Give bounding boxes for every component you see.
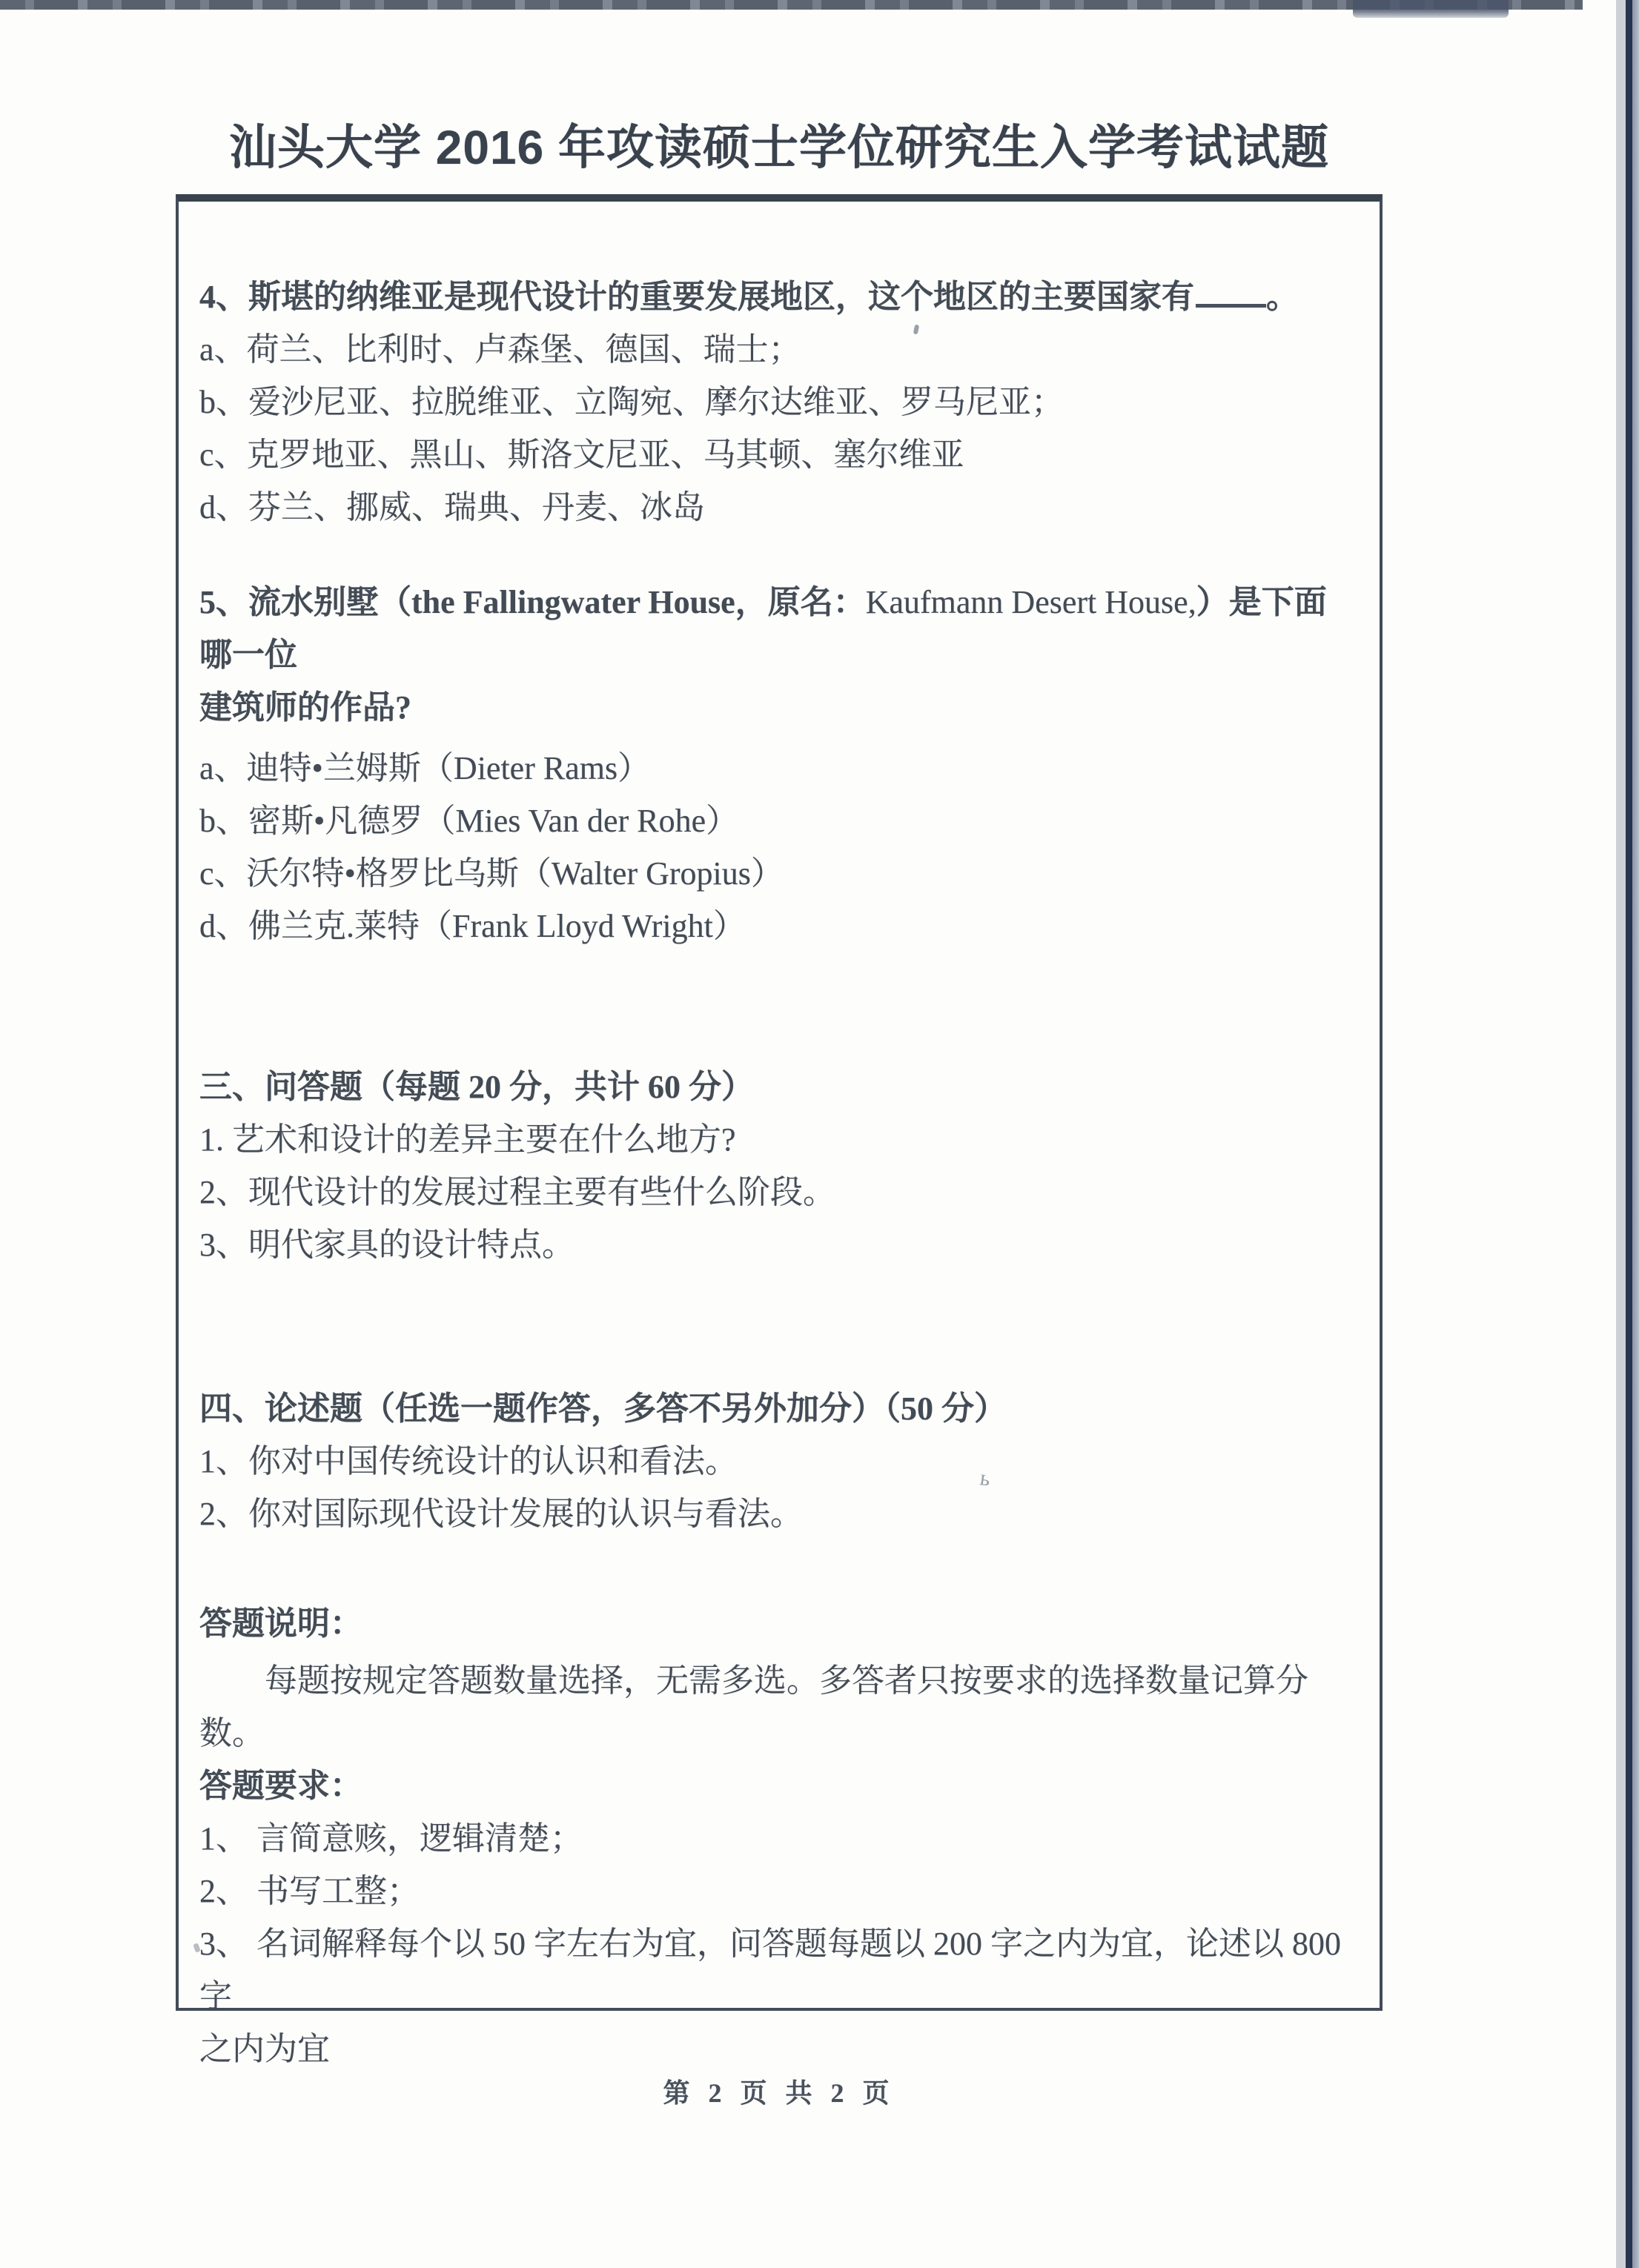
scan-artifact-right-dark-line — [1626, 0, 1632, 2268]
question-4-option-b: b、爱沙尼亚、拉脱维亚、立陶宛、摩尔达维亚、罗马尼亚； — [199, 384, 1064, 420]
question-4-option-a: a、荷兰、比利时、卢森堡、德国、瑞士； — [199, 331, 801, 368]
section-4-heading: 四、论述题（任选一题作答，多答不另外加分）（50 分） — [199, 1390, 1007, 1427]
answer-requirement-1: 1、 言简意赅，逻辑清楚； — [199, 1820, 583, 1857]
scan-artifact-right-edge — [1632, 0, 1639, 2268]
scan-artifact-right-light-band — [1616, 0, 1626, 2268]
scan-artifact-top-streak — [0, 0, 1583, 10]
question-5-stem-line2: 建筑师的作品? — [199, 689, 411, 726]
answer-requirements-heading: 答题要求： — [199, 1768, 362, 1804]
section-3-item-3: 3、明代家具的设计特点。 — [199, 1227, 575, 1263]
answer-explanation-body: 每题按规定答题数量选择，无需多选。多答者只按要求的选择数量记算分数。 — [199, 1662, 1308, 1751]
question-5-option-b: b、密斯•凡德罗（Mies Van der Rohe） — [199, 803, 739, 839]
scan-artifact-top-blob — [1353, 0, 1509, 18]
section-4-item-2: 2、你对国际现代设计发展的认识与看法。 — [199, 1496, 803, 1532]
answer-blank-underline — [1196, 298, 1266, 308]
exam-content-frame — [176, 194, 1383, 2067]
section-4-item-1: 1、你对中国传统设计的认识和看法。 — [199, 1443, 738, 1479]
section-3-item-1: 1. 艺术和设计的差异主要在什么地方? — [199, 1121, 736, 1158]
question-5-stem-part1: 5、流水别墅（the Fallingwater House，原名： — [199, 584, 866, 620]
answer-requirement-3-line1: 3、 名词解释每个以 50 字左右为宜，问答题每题以 200 字之内为宜，论述以 800 字 — [199, 1926, 1341, 2015]
answer-explanation-heading: 答题说明： — [199, 1605, 362, 1642]
question-4-stem-text: 4、斯堪的纳维亚是现代设计的重要发展地区，这个地区的主要国家有 — [199, 279, 1194, 315]
section-3-heading: 三、问答题（每题 20 分，共计 60 分） — [199, 1069, 754, 1105]
answer-requirement-2: 2、 书写工整； — [199, 1873, 420, 1909]
scan-smudge-glyph: ь — [978, 1465, 992, 1491]
question-4-stem-period: 。 — [1266, 279, 1299, 315]
question-4-stem — [199, 271, 1348, 323]
question-5-stem-english: Kaufmann Desert House, — [865, 584, 1196, 620]
question-5-option-a: a、迪特•兰姆斯（Dieter Rams） — [199, 750, 651, 786]
section-3-item-2: 2、现代设计的发展过程主要有些什么阶段。 — [199, 1174, 835, 1210]
answer-requirement-3-line2: 之内为宜 — [199, 2031, 330, 2067]
question-5-stem-line1 — [199, 576, 1348, 681]
page-number-footer: 第 2 页 共 2 页 — [663, 2078, 895, 2108]
question-5-option-c: c、沃尔特•格罗比乌斯（Walter Gropius） — [199, 855, 784, 892]
question-4-option-c: c、克罗地亚、黑山、斯洛文尼亚、马其顿、塞尔维亚 — [199, 437, 964, 473]
question-5-option-d: d、佛兰克.莱特（Frank Lloyd Wright） — [199, 908, 746, 944]
question-4-option-d: d、芬兰、挪威、瑞典、丹麦、冰岛 — [199, 489, 705, 525]
page-title: 汕头大学 2016 年攻读硕士学位研究生入学考试试题 — [229, 121, 1329, 174]
question-5-stem-part3: ）是下面哪一位 — [199, 584, 1327, 673]
